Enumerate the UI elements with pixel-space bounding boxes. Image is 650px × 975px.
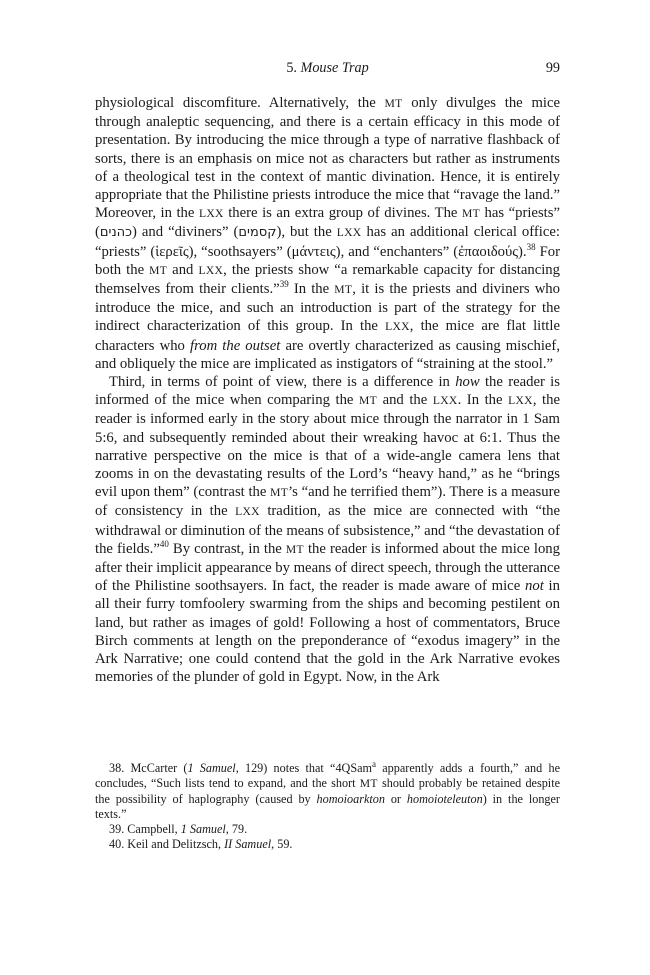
abbrev-lxx: LXX	[385, 320, 410, 334]
text-run: , the mice are flat little characters who	[95, 318, 560, 354]
text-run: are overtly characterized as causing mischief, and obliquely the mice are implicated as instigators of “straining at the stool.”	[95, 337, 560, 372]
footnote-38	[95, 758, 560, 822]
text-run: Third, in terms of point of view, there is a difference in	[109, 374, 456, 391]
footnote-number: 39.	[109, 822, 125, 837]
emphasis: homoioteleuton	[406, 791, 483, 806]
abbrev-lxx: LXX	[198, 207, 224, 221]
chapter-title: Mouse Trap	[300, 60, 369, 76]
abbrev-lxx: LXX	[508, 394, 533, 408]
text-run: should probably be retained despite the possibility of haplography (caused by	[95, 776, 560, 806]
text-run: in all their furry tomfoolery swarming from the ships and becoming pestilent on land, but rather as images of gold! Following a host of commentators, Bruce Birch comments at length on the preponderance of “exodus imagery” in the Ark Narrative; one could contend that the gold in the Ark Narrative evokes memories of the plunder of gold in Egypt. Now, in the Ark	[95, 578, 560, 686]
hebrew-priests: כהנים	[99, 225, 133, 241]
hebrew-diviners: קסמים	[238, 225, 277, 241]
text-run: For both the	[95, 243, 560, 278]
footnote-ref-39[interactable]: 39	[279, 279, 289, 290]
emphasis: 1 Samuel	[180, 822, 226, 837]
page-header	[95, 60, 560, 80]
footnotes	[95, 758, 560, 853]
text-run: there is an extra group of divines. The	[223, 205, 462, 222]
abbrev-mt: MT	[384, 97, 403, 110]
text-run: Keil and Delitzsch,	[124, 837, 225, 852]
text-run: . In the	[457, 392, 509, 409]
text-run: , 59.	[271, 837, 293, 852]
text-run: or	[384, 791, 407, 806]
text-run: apparently adds a fourth,” and he concludes, “Such lists tend to expand, and the short	[95, 761, 560, 791]
text-run: the reader is informed of the mice when comparing the	[95, 374, 560, 409]
emphasis: how	[455, 374, 480, 391]
emphasis: 1 Samuel	[187, 761, 236, 775]
text-run: ’s “and he terrified them”). There is a measure of consistency in the	[95, 484, 560, 520]
text-run: In the	[288, 281, 335, 298]
text-run: McCarter (	[124, 761, 188, 775]
paragraph-1	[95, 94, 560, 373]
abbrev-lxx: LXX	[198, 263, 224, 277]
abbrev-mt: MT	[359, 394, 378, 408]
text-run: , it is the priests and diviners who introduce the mice, and such an introduction is part of the strategy for the indirect characterization of this group. In the	[95, 281, 560, 335]
text-run: , the priests show “a remarkable capacity for distancing themselves from their clients.”	[95, 261, 560, 298]
text-run: Campbell,	[124, 822, 181, 837]
text-run: physiological discomfiture. Alternatively, the	[95, 95, 385, 111]
emphasis: homoioarkton	[316, 791, 385, 806]
running-head	[95, 60, 560, 77]
text-run: only divulges the mice through analeptic sequencing, and there is a certain efficacy in this mode of presentation. By introducing the mice through a type of narrative flashback of sorts, there is an emphasis on mice not as characters but rather as instruments of a theological test in the context of mantic divination. Hence, it is entirely appropriate that the Philistine priests introduce the mice that “ravage the land.” Moreover, in the	[95, 95, 561, 222]
abbrev-mt: MT	[270, 486, 289, 500]
page-number: 99	[545, 60, 560, 76]
abbrev-mt: MT	[461, 207, 480, 221]
text-run: , the reader is informed early in the story about mice through the narrator in 1 Sam 5:6, and subsequently reminded about their wreaking havoc at 6:1. Thus the narrative perspective on the mice is that of a wide-angle camera lens that zooms in on the devastating results of the Lord’s “heavy hand,” as he “brings evil upon them” (contrast the	[95, 392, 560, 501]
paragraph-2	[95, 373, 560, 686]
text-run: and the	[377, 392, 433, 409]
text-run: ) and “diviners” (	[132, 224, 239, 241]
emphasis: II Samuel	[224, 837, 272, 852]
superscript: a	[372, 758, 377, 769]
footnote-ref-40[interactable]: 40	[159, 538, 169, 549]
text-run: the reader is informed about the mice long after their implicit appearance by means of direct speech, through the utterance of the Philistine soothsayers. In fact, the reader is made aware of mice	[95, 540, 560, 595]
abbrev-mt: MT	[359, 777, 378, 791]
text-run: ) in the longer texts.”	[95, 791, 560, 821]
abbrev-mt: MT	[285, 542, 304, 556]
text-run: , 129) notes that “4QSam	[235, 761, 373, 775]
text-run: ), but the	[276, 224, 337, 241]
text-run: has “priests” (	[95, 205, 560, 241]
abbrev-lxx: LXX	[336, 226, 362, 240]
text-run: , 79.	[225, 822, 248, 837]
main-text	[95, 94, 560, 687]
text-run: By contrast, in the	[168, 540, 286, 557]
text-run: has an additional clerical office: “priests” (ἱερεῖς), “soothsayers” (μάντεις), and “enchanters” (ἐπαοιδούς).	[95, 224, 560, 260]
chapter-number: 5.	[286, 60, 297, 76]
footnote-39	[95, 822, 560, 837]
emphasis: not	[525, 578, 544, 595]
text-run: and	[167, 261, 199, 278]
footnote-40	[95, 837, 560, 852]
abbrev-lxx: LXX	[235, 505, 260, 519]
abbrev-lxx: LXX	[432, 394, 458, 408]
abbrev-mt: MT	[149, 263, 168, 277]
footnote-number: 40.	[109, 837, 125, 852]
emphasis: from the outset	[189, 337, 281, 354]
footnote-ref-38[interactable]: 38	[526, 241, 536, 252]
abbrev-mt: MT	[334, 283, 353, 297]
footnote-number: 38.	[109, 761, 125, 775]
text-run: tradition, as the mice are connected with “the withdrawal or diminution of the means of subsistence,” and “the devastation of the fields.”	[95, 503, 560, 557]
